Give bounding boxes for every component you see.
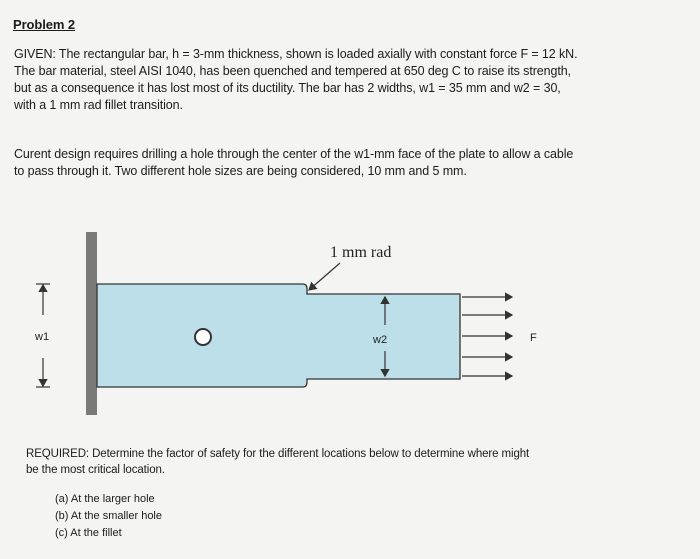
current-line: Curent design requires drilling a hole through the center of the w1-mm face of the plate to allow a cable: [14, 147, 574, 161]
fillet-leader-arrow: [309, 263, 340, 290]
part-item: (c) At the fillet: [55, 527, 122, 539]
problem-title: Problem 2: [13, 17, 75, 32]
given-line: with a 1 mm rad fillet transition.: [14, 98, 183, 112]
parts-list: [55, 491, 162, 542]
load-arrows: [462, 297, 512, 376]
fillet-label: 1 mm rad: [330, 244, 392, 261]
part-item: (b) At the smaller hole: [55, 510, 162, 522]
required-line: REQUIRED: Determine the factor of safety for the different locations below to determine where might: [26, 448, 530, 460]
stepped-bar: [97, 284, 460, 387]
w1-label: w1: [35, 331, 50, 343]
given-line: GIVEN: The rectangular bar, h = 3-mm thickness, shown is loaded axially with constant force F = 12 kN.: [14, 47, 578, 61]
given-line: The bar material, steel AISI 1040, has been quenched and tempered at 650 deg C to raise its strength,: [14, 64, 571, 78]
fixed-wall: [86, 232, 97, 415]
hole-circle: [195, 329, 211, 345]
part-item: (a) At the larger hole: [55, 493, 155, 505]
current-line: to pass through it. Two different hole sizes are being considered, 10 mm and 5 mm.: [14, 164, 467, 178]
given-line: but as a consequence it has lost most of its ductility. The bar has 2 widths, w1 = 35 mm and w2 = 30,: [14, 81, 561, 95]
required-line: be the most critical location.: [26, 464, 165, 476]
w2-label: w2: [373, 334, 388, 346]
force-label: F: [530, 332, 537, 344]
required-paragraph: [26, 446, 686, 478]
